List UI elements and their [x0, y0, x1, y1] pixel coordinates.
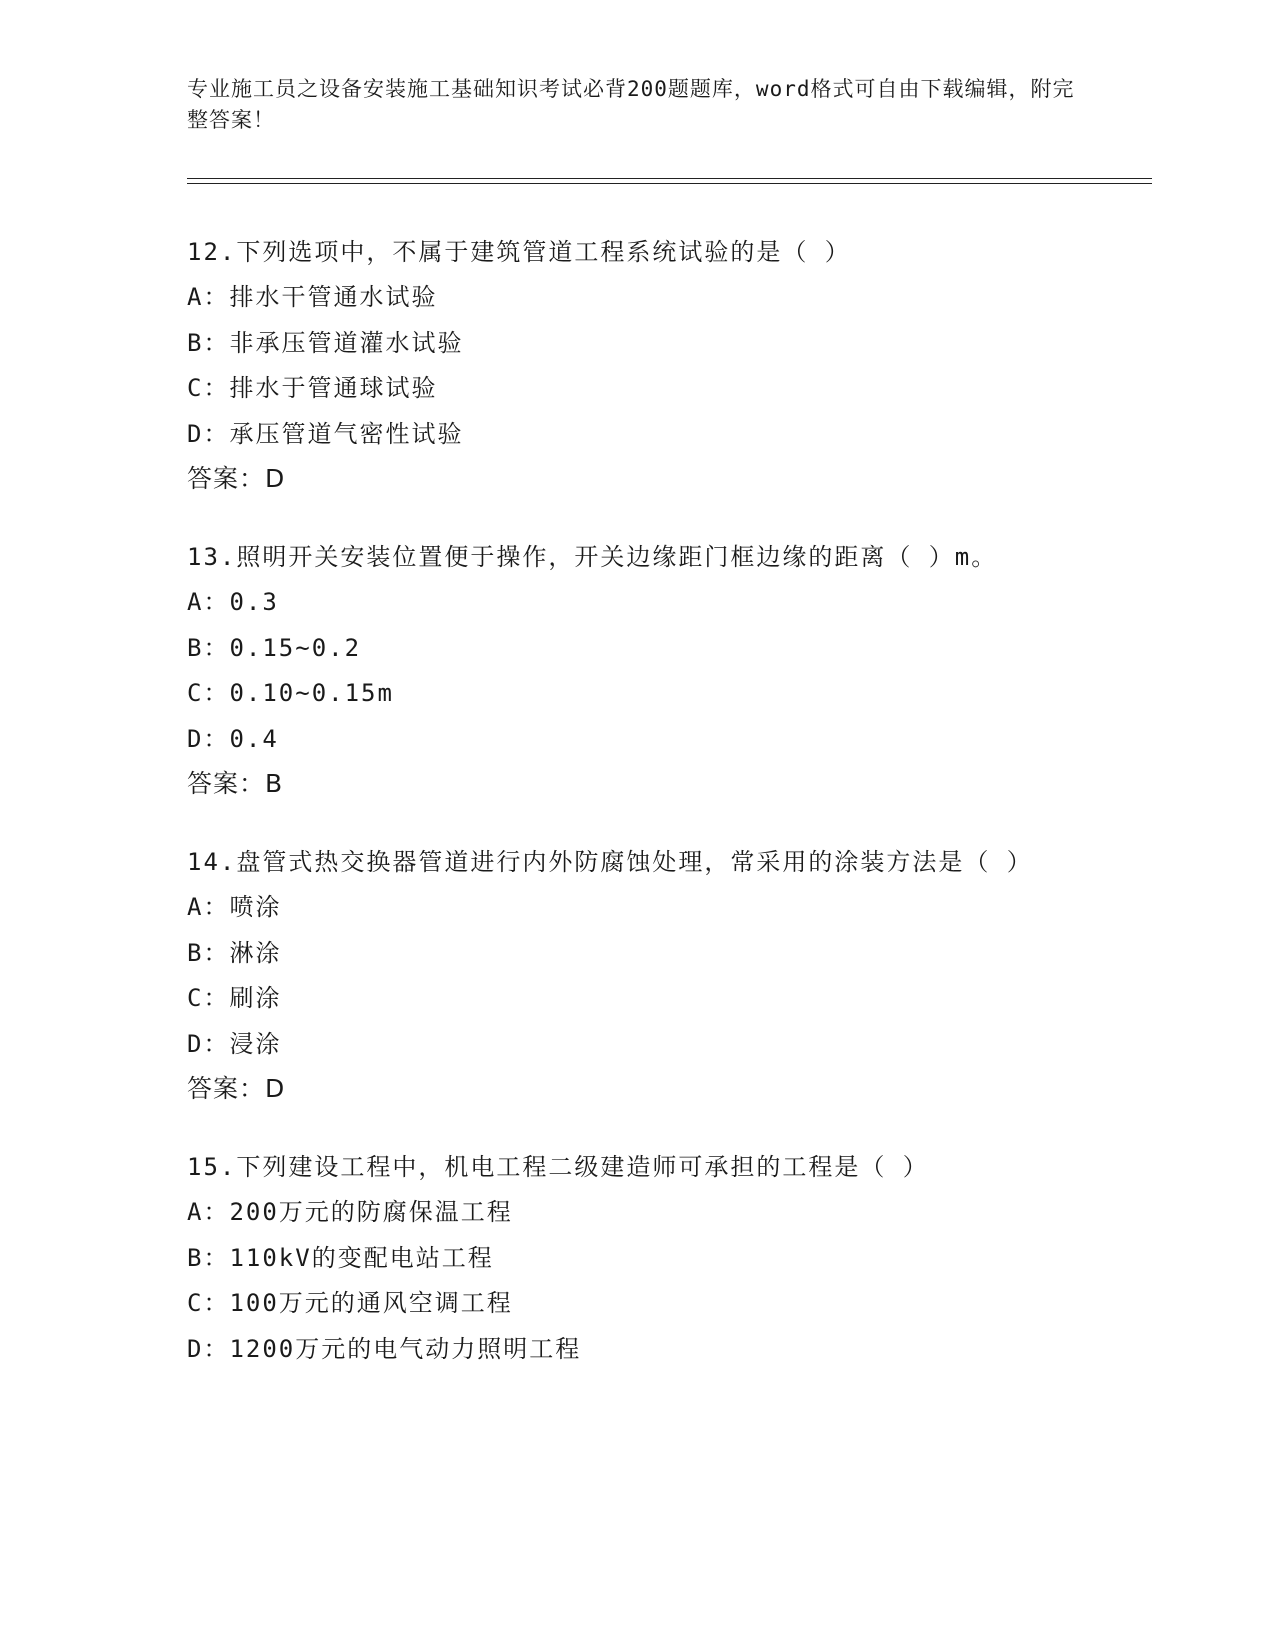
header-divider-bottom	[187, 183, 1152, 184]
option-a: A：0.3	[187, 588, 279, 616]
question-stem: 14.盘管式热交换器管道进行内外防腐蚀处理，常采用的涂装方法是（ ）	[187, 848, 1033, 876]
answer-line: 答案：B	[187, 769, 284, 798]
option-a: A：喷涂	[187, 893, 282, 921]
question-14	[187, 846, 1087, 1105]
option-b: B：0.15~0.2	[187, 633, 362, 662]
question-15	[187, 1151, 1087, 1365]
option-a: A：排水干管通水试验	[187, 283, 438, 311]
option-d: D：承压管道气密性试验	[187, 419, 464, 448]
question-stem: 13.照明开关安装位置便于操作，开关边缘距门框边缘的距离（ ）m。	[187, 543, 998, 571]
option-c: C：刷涂	[187, 984, 282, 1012]
document-header: 专业施工员之设备安装施工基础知识考试必背200题题库，word格式可自由下载编辑，附完整答案！	[187, 77, 1075, 132]
answer-line: 答案：D	[187, 464, 286, 493]
question-stem: 12.下列选项中，不属于建筑管道工程系统试验的是（ ）	[187, 238, 851, 266]
option-b: B：淋涂	[187, 938, 282, 967]
option-c: C：100万元的通风空调工程	[187, 1289, 513, 1317]
option-a: A：200万元的防腐保温工程	[187, 1198, 513, 1226]
question-list	[187, 236, 1087, 1411]
question-stem: 15.下列建设工程中，机电工程二级建造师可承担的工程是（ ）	[187, 1153, 929, 1181]
question-13	[187, 541, 1087, 800]
answer-line: 答案：D	[187, 1074, 286, 1103]
option-d: D：0.4	[187, 724, 279, 753]
header-divider-top	[187, 178, 1152, 179]
option-b: B：110kV的变配电站工程	[187, 1243, 494, 1272]
option-c: C：排水于管通球试验	[187, 374, 438, 402]
option-c: C：0.10~0.15m	[187, 679, 394, 707]
option-b: B：非承压管道灌水试验	[187, 328, 464, 357]
option-d: D：1200万元的电气动力照明工程	[187, 1334, 582, 1363]
option-d: D：浸涂	[187, 1029, 282, 1058]
question-12	[187, 236, 1087, 495]
